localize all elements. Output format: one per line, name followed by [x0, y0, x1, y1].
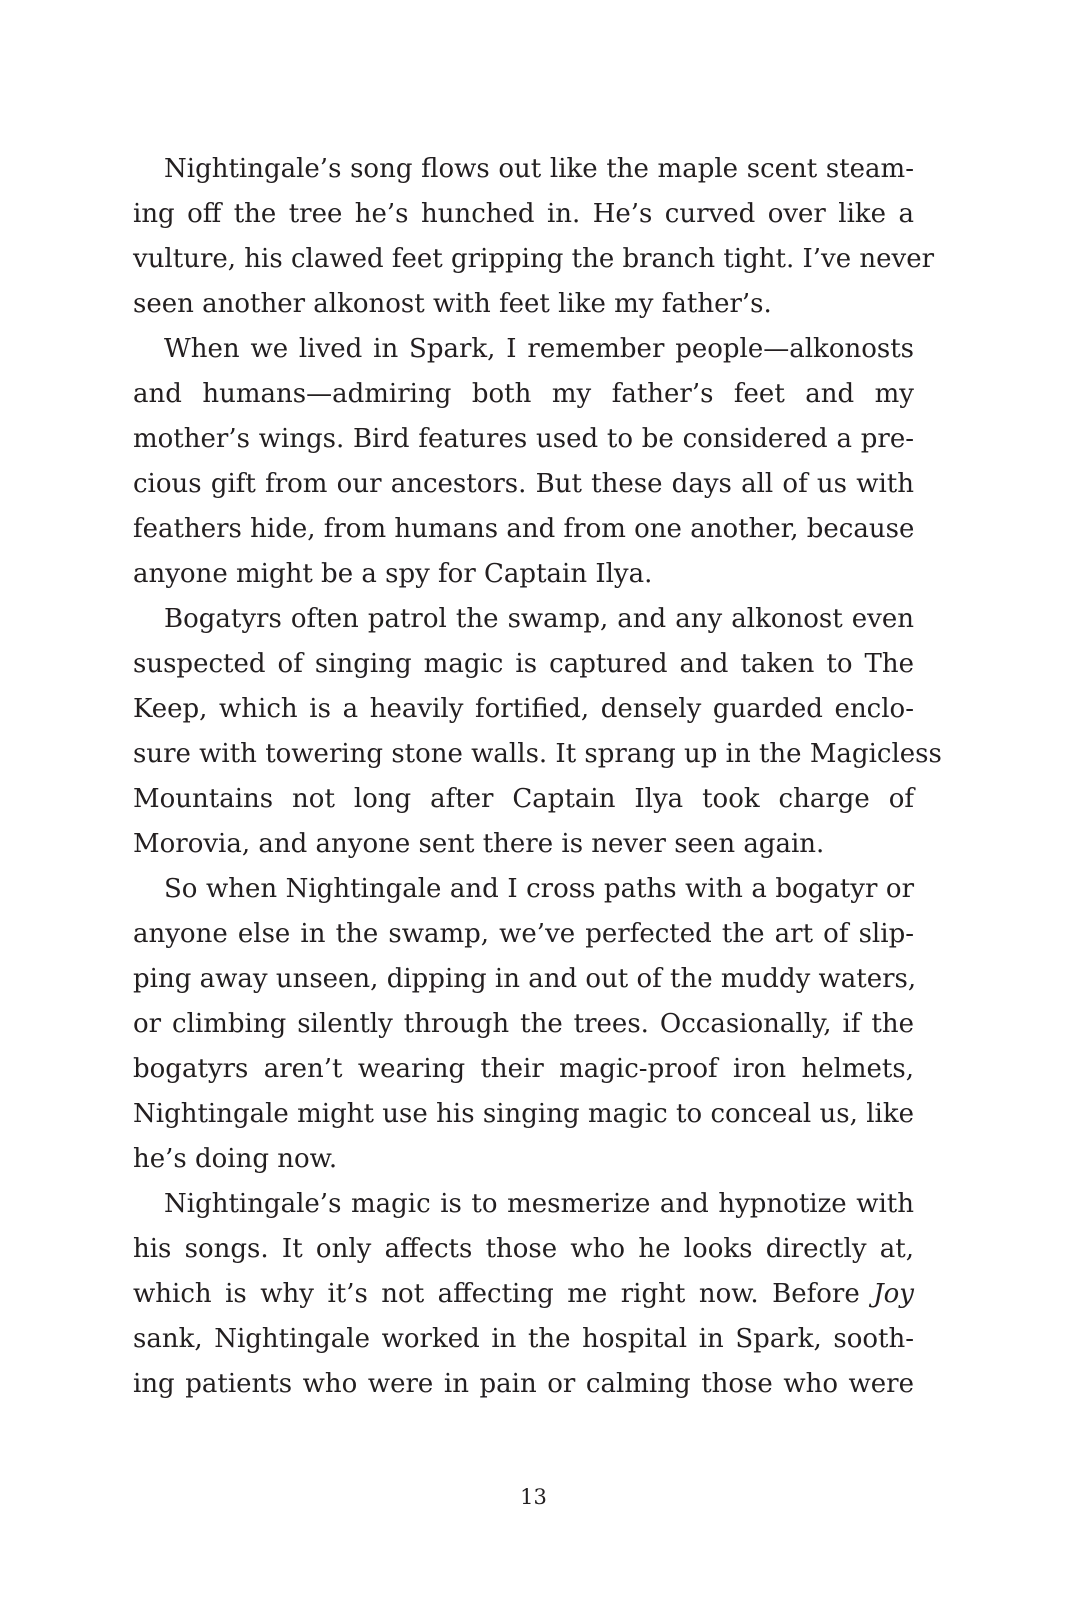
text-line: which is why it’s not affecting me right now. Before Joy [133, 1279, 914, 1309]
text-line: ping away unseen, dipping in and out of the muddy waters, [133, 964, 917, 994]
text-line: or climbing silently through the trees. Occasionally, if the [133, 1009, 914, 1039]
text-line: vulture, his clawed feet gripping the branch tight. I’ve never [133, 244, 935, 274]
text-line: Keep, which is a heavily fortified, densely guarded enclo- [133, 694, 914, 724]
text-line: sure with towering stone walls. It sprang up in the Magicless [133, 739, 942, 769]
text-line: bogatyrs aren’t wearing their magic-proof iron helmets, [133, 1054, 914, 1084]
text-line: seen another alkonost with feet like my father’s. [133, 289, 772, 319]
body-text [133, 147, 942, 1407]
text-line: Bogatyrs often patrol the swamp, and any alkonost even [164, 604, 914, 634]
text-line: ing patients who were in pain or calming those who were [133, 1369, 914, 1399]
text-line: his songs. It only affects those who he looks directly at, [133, 1234, 914, 1264]
text-line: suspected of singing magic is captured and taken to The [133, 649, 914, 679]
text-line: he’s doing now. [133, 1144, 338, 1174]
text-line: cious gift from our ancestors. But these days all of us with [133, 469, 914, 499]
text-line: anyone else in the swamp, we’ve perfected the art of slip- [133, 919, 914, 949]
text-line: anyone might be a spy for Captain Ilya. [133, 559, 653, 589]
text-line: Mountains not long after Captain Ilya took charge of [133, 784, 914, 814]
text-line: ing off the tree he’s hunched in. He’s curved over like a [133, 199, 914, 229]
text-line: So when Nightingale and I cross paths with a bogatyr or [164, 874, 914, 904]
text-line: Nightingale might use his singing magic to conceal us, like [133, 1099, 914, 1129]
text-line: Nightingale’s song flows out like the maple scent steam- [164, 154, 914, 184]
page-number: 13 [520, 1485, 547, 1509]
text-line: mother’s wings. Bird features used to be considered a pre- [133, 424, 914, 454]
text-line: feathers hide, from humans and from one another, because [133, 514, 915, 544]
text-line: When we lived in Spark, I remember people—alkonosts [164, 334, 914, 364]
text-line: Morovia, and anyone sent there is never seen again. [133, 829, 825, 859]
text-line: and humans—admiring both my father’s feet and my [133, 379, 914, 409]
text-line: sank, Nightingale worked in the hospital in Spark, sooth- [133, 1324, 914, 1354]
text-line: Nightingale’s magic is to mesmerize and hypnotize with [164, 1189, 914, 1219]
